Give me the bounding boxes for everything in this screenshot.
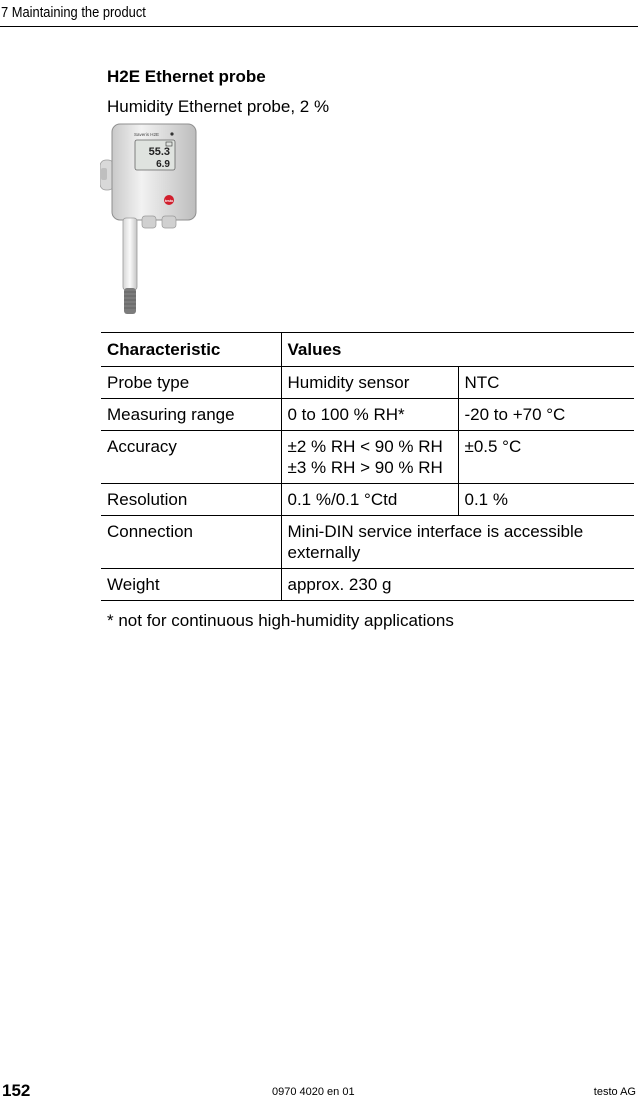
company-name: testo AG: [593, 1086, 636, 1098]
table-header-row: [101, 333, 634, 367]
table-row: [101, 484, 634, 516]
row-value: [281, 516, 634, 569]
lcd-humidity-value: 55.3: [148, 146, 170, 158]
row-value-line: externally: [287, 543, 361, 562]
row-label: Weight: [101, 569, 281, 601]
table-row: [101, 516, 634, 569]
row-label: Resolution: [101, 484, 281, 516]
row-value: NTC: [458, 367, 634, 399]
device-label: Saveris H2E: [134, 132, 160, 137]
table-row: [101, 569, 634, 601]
chapter-title: 7 Maintaining the product: [1, 4, 146, 21]
row-value: 0.1 %/0.1 °Ctd: [281, 484, 458, 516]
row-value-line: ±2 % RH < 90 % RH: [287, 437, 443, 456]
row-label: Measuring range: [101, 399, 281, 431]
brand-logo-text: testo: [164, 199, 174, 203]
row-value: 0.1 %: [458, 484, 634, 516]
row-value: Humidity sensor: [281, 367, 458, 399]
row-value: 0 to 100 % RH*: [281, 399, 458, 431]
section-subtitle: Humidity Ethernet probe, 2 %: [107, 97, 330, 116]
section-title: H2E Ethernet probe: [107, 67, 266, 86]
page-number: 152: [2, 1081, 31, 1100]
table-row: [101, 367, 634, 399]
row-value: [281, 431, 458, 484]
row-label: Probe type: [101, 367, 281, 399]
row-value-line: ±3 % RH > 90 % RH: [287, 458, 443, 477]
status-led: [170, 132, 173, 135]
row-value: ±0.5 °C: [458, 431, 634, 484]
running-header: [0, 0, 638, 27]
row-value: -20 to +70 °C: [458, 399, 634, 431]
page-footer: [0, 1080, 638, 1098]
row-value-line: Mini-DIN service interface is accessible: [287, 522, 584, 541]
table-row: [101, 399, 634, 431]
header-values: Values: [281, 333, 634, 367]
row-label: Connection: [101, 516, 281, 569]
row-value: approx. 230 g: [281, 569, 634, 601]
document-number: 0970 4020 en 01: [272, 1086, 355, 1098]
row-label: Accuracy: [101, 431, 281, 484]
lcd-temperature-value: 6.9: [156, 159, 170, 170]
probe-product-image: [100, 120, 202, 320]
header-characteristic: Characteristic: [101, 333, 281, 367]
footnote: * not for continuous high-humidity applications: [107, 611, 454, 630]
table-row: [101, 431, 634, 484]
specification-table: [101, 332, 634, 601]
